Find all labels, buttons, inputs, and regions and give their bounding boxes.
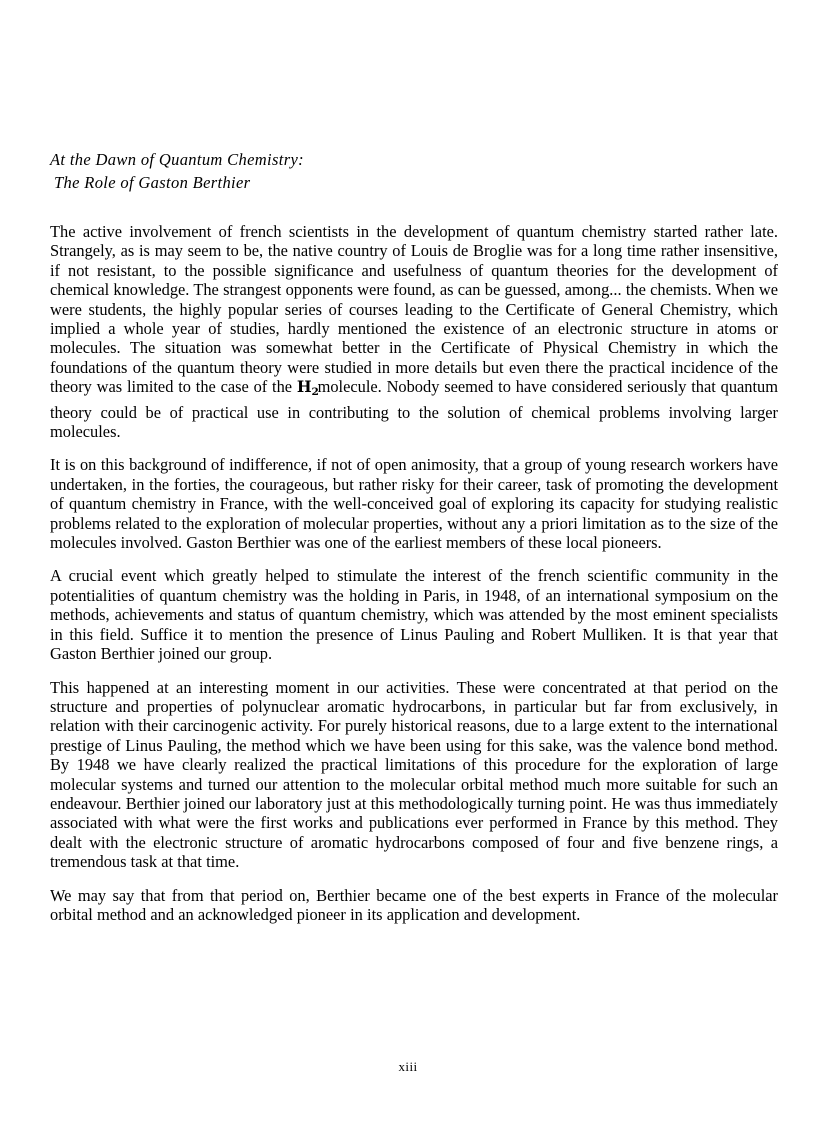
paragraph-1-part-2: molecule. Nobody seemed to have considered seriously that quantum theory could be of practical use in contributing to the solution of chemical problems involving larger molecules. bbox=[50, 377, 778, 442]
paragraph-3: A crucial event which greatly helped to stimulate the interest of the french scientific community in the potentialities of quantum chemistry was the holding in Paris, in 1948, of an international symposium on the methods, achievements and status of quantum chemistry, which was attended by the most eminent specialists in this field. Suffice it to mention the presence of Linus Pauling and Robert Mulliken. It is that year that Gaston Berthier joined our group. bbox=[50, 566, 778, 664]
title-line-2: The Role of Gaston Berthier bbox=[54, 173, 251, 192]
paragraph-1 bbox=[50, 222, 778, 441]
body-text bbox=[50, 222, 778, 924]
paragraph-1-part-1: The active involvement of french scientists in the development of quantum chemistry started rather late. Strangely, as is may seem to be, the native country of Louis de Broglie was for a long time rather insensitive, if not resistant, to the possible significance and usefulness of quantum theories for the development of chemical knowledge. The strangest opponents were found, as can be guessed, among... the chemists. When we were students, the highly popular series of courses leading to the Certificate of General Chemistry, which implied a whole year of studies, hardly mentioned the existence of an electronic structure in atoms or molecules. The situation was somewhat better in the Certificate of Physical Chemistry in which the foundations of the quantum theory were studied in more details but even there the practical incidence of the theory was limited to the case of the bbox=[50, 222, 778, 397]
paragraph-4: This happened at an interesting moment in our activities. These were concentrated at that period on the structure and properties of polynuclear aromatic hydrocarbons, in particular but far from exclusively, in relation with their carcinogenic activity. For purely historical reasons, due to a large extent to the international prestige of Linus Pauling, the method which we have been using for this sake, was the valence bond method. By 1948 we have clearly realized the practical limitations of this procedure for the exploration of large molecular systems and turned our attention to the molecular orbital method much more suitable for such an endeavour. Berthier joined our laboratory just at this methodologically turning point. He was thus immediately associated with what were the first works and publications ever performed in France by this method. They dealt with the electronic structure of aromatic hydrocarbons composed of four and five benzene rings, a tremendous task at that time. bbox=[50, 677, 778, 872]
formula-base: H bbox=[296, 377, 312, 397]
title-line-1: At the Dawn of Quantum Chemistry: bbox=[50, 150, 304, 169]
paragraph-5: We may say that from that period on, Berthier became one of the best experts in France of the molecular orbital method and an acknowledged pioneer in its application and development. bbox=[50, 885, 778, 924]
paragraph-2: It is on this background of indifference, if not of open animosity, that a group of young research workers have undertaken, in the forties, the courageous, but rather risky for their career, task of promoting the development of quantum chemistry in France, with the well-conceived goal of exploring its capacity for studying realistic problems related to the exploration of molecular properties, without any a priori limitation as to the size of the molecules involved. Gaston Berthier was one of the earliest members of these local pioneers. bbox=[50, 455, 778, 553]
chemical-formula-h2 bbox=[296, 377, 319, 399]
formula-subscript: 2 bbox=[311, 386, 319, 399]
document-title bbox=[50, 148, 570, 194]
page-number: xiii bbox=[398, 1059, 418, 1074]
